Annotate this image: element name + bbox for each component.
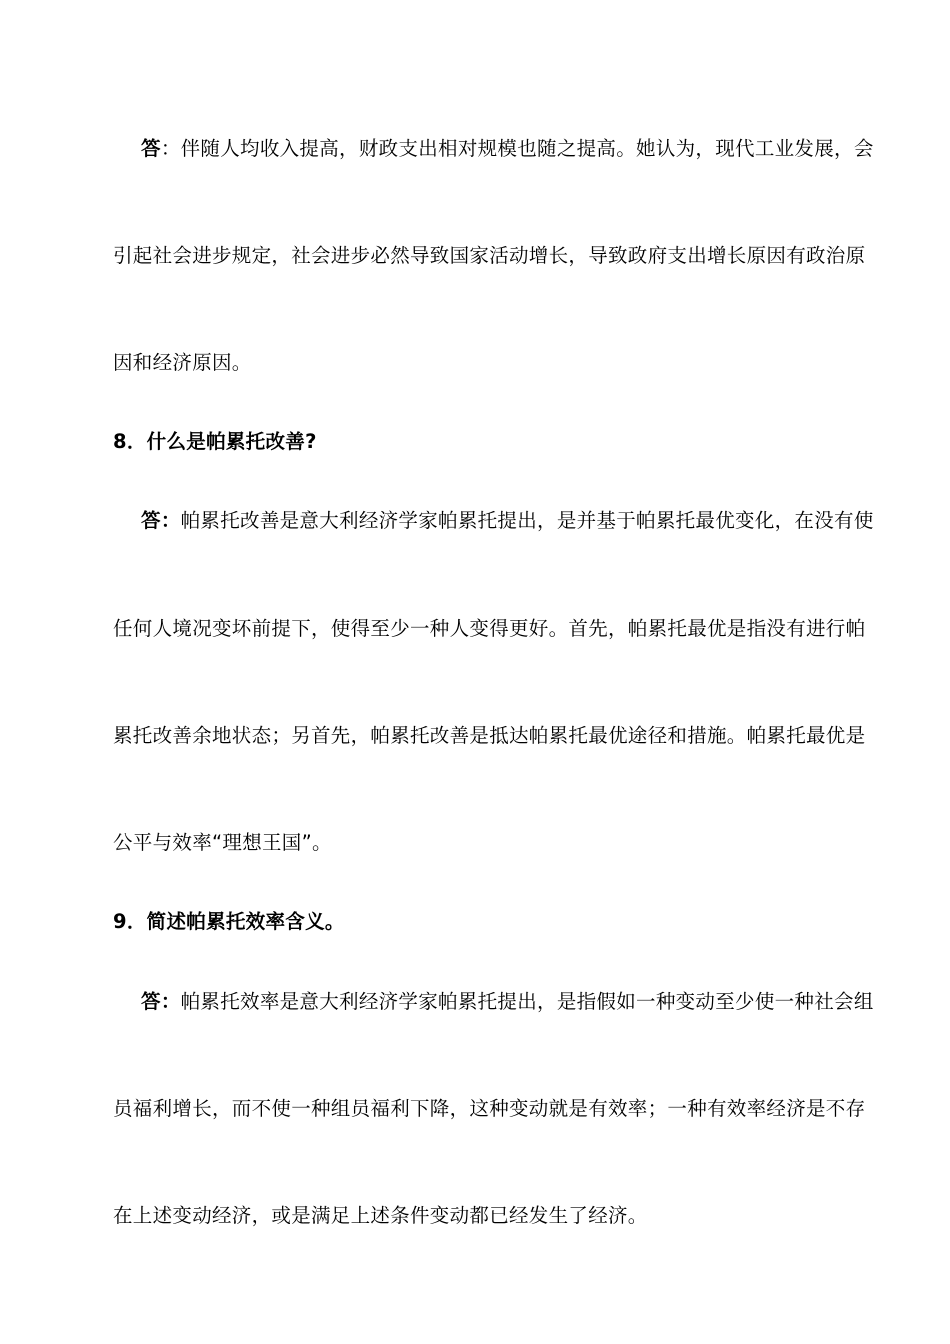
- answer-paragraph-line: 员福利增长，而不使一种组员福利下降，这种变动就是有效率；一种有效率经济是不存: [113, 1097, 866, 1120]
- answer-text: ：伴随人均收入提高，财政支出相对规模也随之提高。她认为，现代工业发展，会: [160, 137, 874, 160]
- answer-label: 答: [141, 137, 161, 160]
- answer-paragraph-line: 任何人境况变坏前提下，使得至少一种人变得更好。首先，帕累托最优是指没有进行帕: [113, 617, 866, 640]
- question-9-title: 9．简述帕累托效率含义。: [113, 910, 345, 933]
- answer-colon: ：: [160, 509, 181, 532]
- answer-label: 答: [141, 509, 161, 532]
- answer-text: 帕累托效率是意大利经济学家帕累托提出，是指假如一种变动至少使一种社会组: [180, 990, 874, 1013]
- answer-paragraph-line: 公平与效率“理想王国”。: [113, 831, 332, 854]
- answer-paragraph-line: 引起社会进步规定，社会进步必然导致国家活动增长，导致政府支出增长原因有政治原: [113, 244, 866, 267]
- answer-paragraph-line: [141, 134, 901, 164]
- answer-paragraph-line: [141, 987, 901, 1017]
- answer-colon: ：: [160, 990, 181, 1013]
- answer-paragraph-line: 在上述变动经济，或是满足上述条件变动都已经发生了经济。: [113, 1204, 648, 1227]
- answer-label: 答: [141, 990, 161, 1013]
- answer-paragraph-line: 累托改善余地状态；另首先，帕累托改善是抵达帕累托最优途径和措施。帕累托最优是: [113, 724, 866, 747]
- answer-text: 帕累托改善是意大利经济学家帕累托提出，是并基于帕累托最优变化，在没有使: [180, 509, 874, 532]
- answer-paragraph-line: 因和经济原因。: [113, 351, 252, 374]
- answer-paragraph-line: [141, 506, 901, 536]
- question-8-title: 8．什么是帕累托改善?: [113, 430, 317, 453]
